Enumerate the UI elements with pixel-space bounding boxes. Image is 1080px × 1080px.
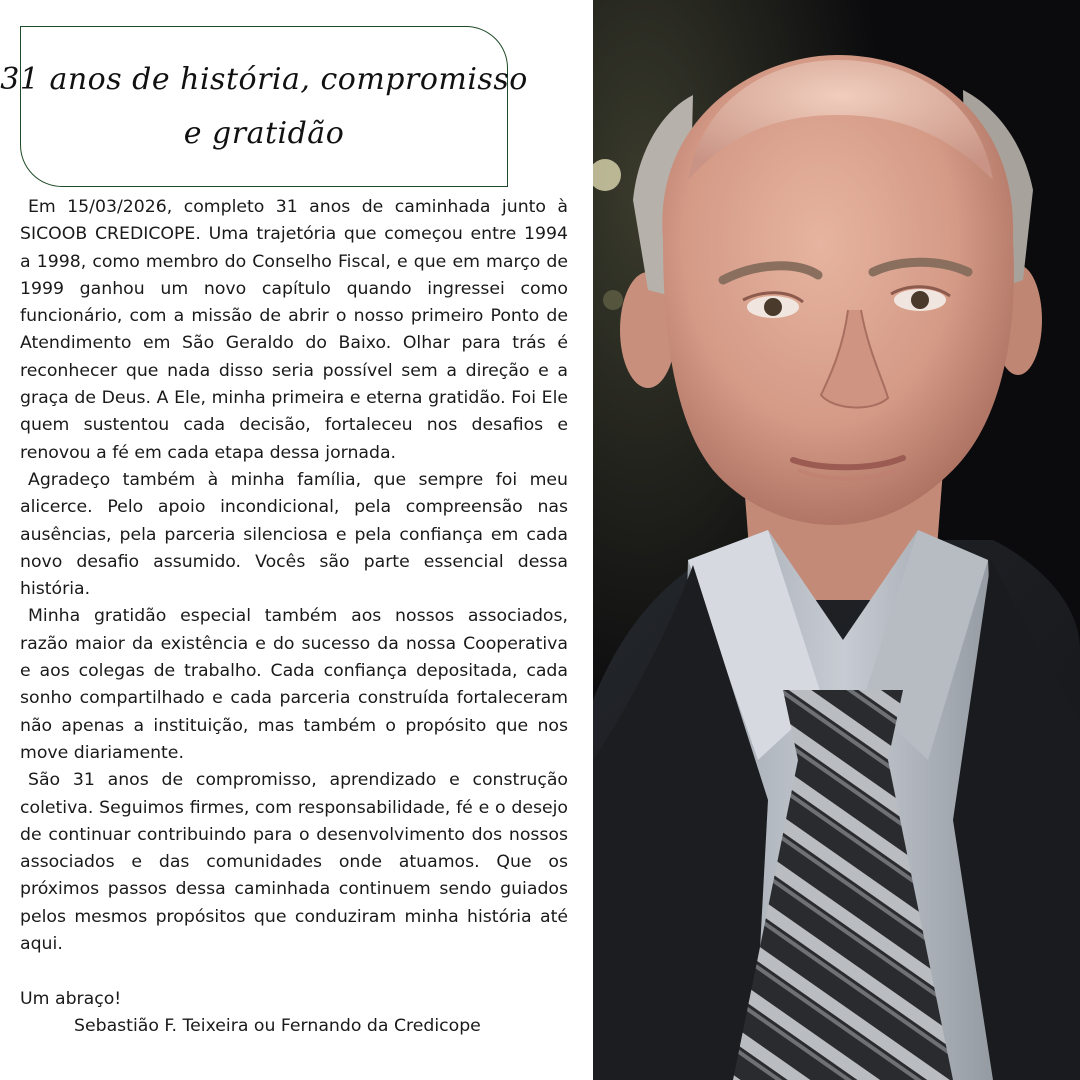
- portrait-photo: [593, 0, 1080, 1080]
- letter-body: [20, 194, 568, 1040]
- signature: Sebastião F. Teixeira ou Fernando da Credicope: [74, 1015, 481, 1036]
- paragraph-associates: Minha gratidão especial também aos nossos associados, razão maior da existência e do sucesso da nossa Cooperativa e aos colegas de trabalho. Cada confiança depositada, cada sonho compartilhado e cada parceria construída fortaleceram não apenas a instituição, mas também o propósito que nos move diariamente.: [20, 606, 568, 763]
- paragraph-family: Agradeço também à minha família, que sempre foi meu alicerce. Pelo apoio incondicional, pela compreensão nas ausências, pela parceria silenciosa e pela confiança em cada novo desafio assumido. Vocês são parte essencial dessa história.: [20, 469, 568, 600]
- portrait-illustration: [593, 0, 1080, 1080]
- paragraph-commitment: São 31 anos de compromisso, aprendizado e construção coletiva. Seguimos firmes, com responsabilidade, fé e o desejo de continuar contribuindo para o desenvolvimento dos nossos associados e das comunidades onde atuamos. Que os próximos passos dessa caminhada continuem sendo guiados pelos mesmos propósitos que conduziram minha história até aqui.: [20, 770, 568, 955]
- closing-spacer: [20, 958, 568, 985]
- title-line-1: 31 anos de história, compromisso: [0, 61, 528, 97]
- paragraph-anniversary: Em 15/03/2026, completo 31 anos de caminhada junto à SICOOB CREDICOPE. Uma trajetória que começou entre 1994 a 1998, como membro do Conselho Fiscal, e que em março de 1999 ganhou um novo capítulo quando ingressei como funcionário, com a missão de abrir o nosso primeiro Ponto de Atendimento em São Geraldo do Baixo. Olhar para trás é reconhecer que nada disso seria possível sem a direção e a graça de Deus. A Ele, minha primeira e eterna gratidão. Foi Ele quem sustentou cada decisão, fortaleceu nos desafios e renovou a fé em cada etapa dessa jornada.: [20, 197, 568, 463]
- title-line-2: e gratidão: [183, 115, 345, 151]
- closing-greeting: Um abraço!: [20, 988, 122, 1009]
- title-frame: [0, 26, 528, 187]
